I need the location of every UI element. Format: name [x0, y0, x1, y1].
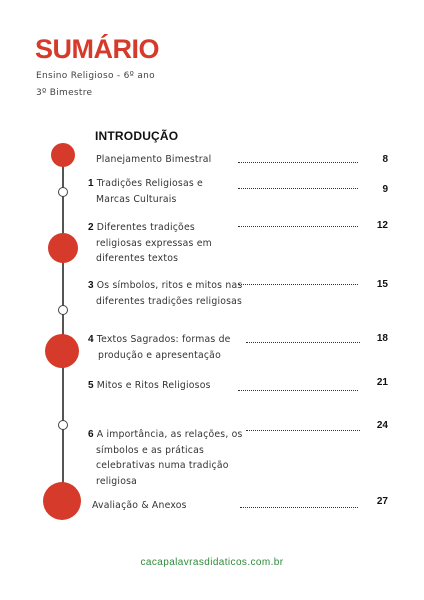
- toc-entry-5[interactable]: [88, 378, 211, 394]
- toc-entry-1[interactable]: [88, 176, 203, 207]
- toc-entry-title-cont: produção e apresentação: [98, 349, 221, 361]
- toc-entry-title-cont: diferentes textos: [96, 253, 179, 264]
- entry-number: 2: [88, 222, 94, 233]
- timeline-marker-small: [58, 420, 68, 430]
- toc-entry-title-cont: símbolos e as práticas: [96, 444, 205, 456]
- toc-entry-title: Planejamento Bimestral: [96, 154, 212, 165]
- toc-entry-title-cont: religiosas expressas em: [96, 237, 212, 249]
- entry-number: 1: [88, 178, 94, 189]
- leader-dots: [238, 390, 358, 391]
- page-number: 24: [376, 420, 388, 431]
- entry-number: 4: [88, 334, 94, 345]
- footer-website[interactable]: cacapalavrasdidaticos.com.br: [140, 557, 284, 568]
- leader-dots: [240, 507, 358, 508]
- toc-entry-title-cont: celebrativas numa tradição: [96, 460, 229, 471]
- toc-entry-title: Mitos e Ritos Religiosos: [96, 380, 211, 391]
- toc-entry-3[interactable]: [88, 278, 242, 309]
- toc-entry-evaluation[interactable]: [92, 498, 187, 514]
- toc-entry-title: Textos Sagrados: formas de: [96, 334, 231, 345]
- leader-dots: [246, 430, 360, 431]
- toc-entry-planning[interactable]: [96, 152, 211, 168]
- leader-dots: [238, 188, 358, 189]
- toc-entry-title: Os símbolos, ritos e mitos nas: [96, 280, 243, 291]
- toc-entry-title: Tradições Religiosas e: [96, 178, 203, 189]
- page-title: SUMÁRIO: [35, 34, 159, 64]
- timeline-marker-large: [51, 143, 75, 167]
- intro-heading: INTRODUÇÃO: [95, 129, 179, 143]
- page-number: 21: [376, 377, 388, 388]
- toc-entry-6[interactable]: [88, 427, 243, 489]
- timeline-line: [62, 155, 64, 500]
- entry-number: 5: [88, 380, 94, 391]
- leader-dots: [238, 226, 358, 227]
- timeline-marker-small: [58, 305, 68, 315]
- toc-entry-title: Avaliação & Anexos: [92, 500, 187, 511]
- subtitle-term: 3º Bimestre: [36, 88, 93, 98]
- entry-number: 3: [88, 280, 94, 291]
- toc-entry-title: Diferentes tradições: [96, 222, 195, 233]
- toc-entry-title-cont: religiosa: [96, 475, 138, 487]
- toc-entry-title-cont: Marcas Culturais: [96, 193, 177, 205]
- leader-dots: [238, 162, 358, 163]
- timeline-marker-large: [43, 482, 81, 520]
- subtitle-subject: Ensino Religioso - 6º ano: [36, 71, 155, 81]
- timeline-marker-small: [58, 187, 68, 197]
- page-number: 12: [376, 220, 388, 231]
- entry-number: 6: [88, 429, 94, 440]
- leader-dots: [246, 342, 360, 343]
- page-number: 8: [382, 154, 388, 165]
- toc-entry-title-cont: diferentes tradições religiosas: [96, 295, 243, 307]
- toc-entry-2[interactable]: [88, 220, 212, 267]
- toc-entry-4[interactable]: [88, 332, 231, 363]
- page-number: 9: [382, 184, 388, 195]
- page-number: 18: [376, 333, 388, 344]
- timeline-marker-large: [48, 233, 78, 263]
- leader-dots: [238, 284, 358, 285]
- page-number: 27: [376, 496, 388, 507]
- page-number: 15: [376, 279, 388, 290]
- toc-entry-title: A importância, as relações, os: [96, 429, 243, 440]
- timeline-marker-large: [45, 334, 79, 368]
